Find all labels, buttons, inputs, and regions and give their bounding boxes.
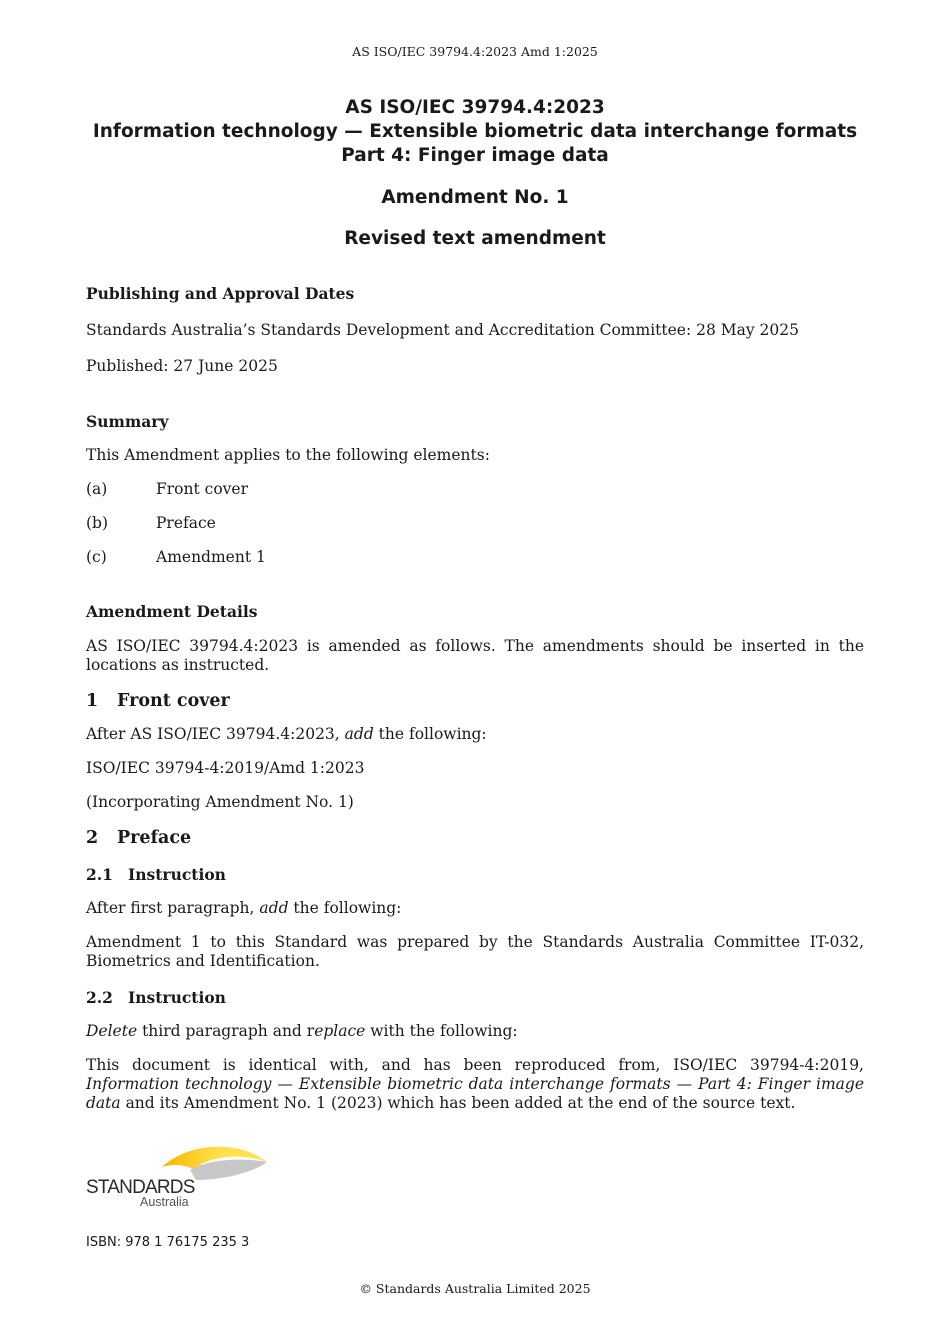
- list-item: [86, 480, 864, 499]
- subsection-2-2-text: This document is identical with, and has been reproduced from, ISO/IEC 39794-4:2019, Information technology — Extensible biometric data interchange formats — Part 4: Finger image data and its Amendment No. 1 (2023) which has been added at the end of the source text.: [86, 1056, 864, 1112]
- subsection-2-1-instruction: After first paragraph, add the following:: [86, 899, 402, 917]
- section-2-heading: [86, 829, 864, 848]
- standard-number: AS ISO/IEC 39794.4:2023: [345, 97, 605, 118]
- list-item: [86, 548, 864, 567]
- document-body: [86, 284, 864, 1113]
- standard-title: Information technology — Extensible biometric data interchange formats: [92, 121, 858, 142]
- section-number: 2: [86, 828, 99, 848]
- section-1-reference: ISO/IEC 39794-4:2019/Amd 1:2023: [86, 759, 365, 777]
- list-item-label: (a): [86, 480, 108, 498]
- amendment-type: Revised text amendment: [344, 228, 606, 249]
- subsection-2-2-heading: [86, 988, 864, 1007]
- list-item-label: (c): [86, 548, 107, 566]
- details-heading: Amendment Details: [86, 602, 258, 621]
- subsection-2-1-heading: [86, 865, 864, 884]
- list-item-text: Preface: [156, 514, 216, 532]
- subsection-number: 2.1: [86, 865, 113, 884]
- publishing-heading: Publishing and Approval Dates: [86, 284, 355, 303]
- list-item-text: Front cover: [156, 480, 248, 498]
- list-item-text: Amendment 1: [156, 548, 266, 566]
- logo-subtext: Australia: [140, 1195, 189, 1209]
- standards-australia-logo: [86, 1140, 276, 1212]
- summary-heading: Summary: [86, 412, 169, 431]
- subsection-number: 2.2: [86, 988, 113, 1007]
- logo-wordmark: STANDARDS: [86, 1177, 195, 1198]
- subsection-title: Instruction: [128, 865, 226, 884]
- copyright-footer: © Standards Australia Limited 2025: [359, 1281, 591, 1296]
- committee-approval: Standards Australia’s Standards Development and Accreditation Committee: 28 May 2025: [86, 321, 799, 339]
- section-1-instruction: After AS ISO/IEC 39794.4:2023, add the following:: [86, 725, 487, 743]
- section-number: 1: [86, 691, 99, 711]
- amendment-number: Amendment No. 1: [381, 187, 569, 208]
- running-header: AS ISO/IEC 39794.4:2023 Amd 1:2025: [352, 44, 598, 59]
- subsection-2-2-instruction: Delete third paragraph and replace with the following:: [86, 1022, 518, 1040]
- section-1-heading: [86, 692, 864, 711]
- subsection-2-1-text: Amendment 1 to this Standard was prepared by the Standards Australia Committee IT-032, Biometrics and Identification.: [86, 933, 864, 970]
- section-title: Front cover: [117, 691, 230, 711]
- section-title: Preface: [117, 828, 192, 848]
- published-date: Published: 27 June 2025: [86, 357, 278, 375]
- subsection-title: Instruction: [128, 988, 226, 1007]
- summary-intro: This Amendment applies to the following elements:: [86, 446, 490, 464]
- standard-part-title: Part 4: Finger image data: [341, 145, 609, 166]
- list-item-label: (b): [86, 514, 109, 532]
- title-block: [0, 96, 950, 251]
- section-1-note: (Incorporating Amendment No. 1): [86, 793, 354, 811]
- details-text: AS ISO/IEC 39794.4:2023 is amended as follows. The amendments should be inserted in the locations as instructed.: [86, 637, 864, 674]
- isbn: ISBN: 978 1 76175 235 3: [86, 1235, 250, 1250]
- list-item: [86, 514, 864, 533]
